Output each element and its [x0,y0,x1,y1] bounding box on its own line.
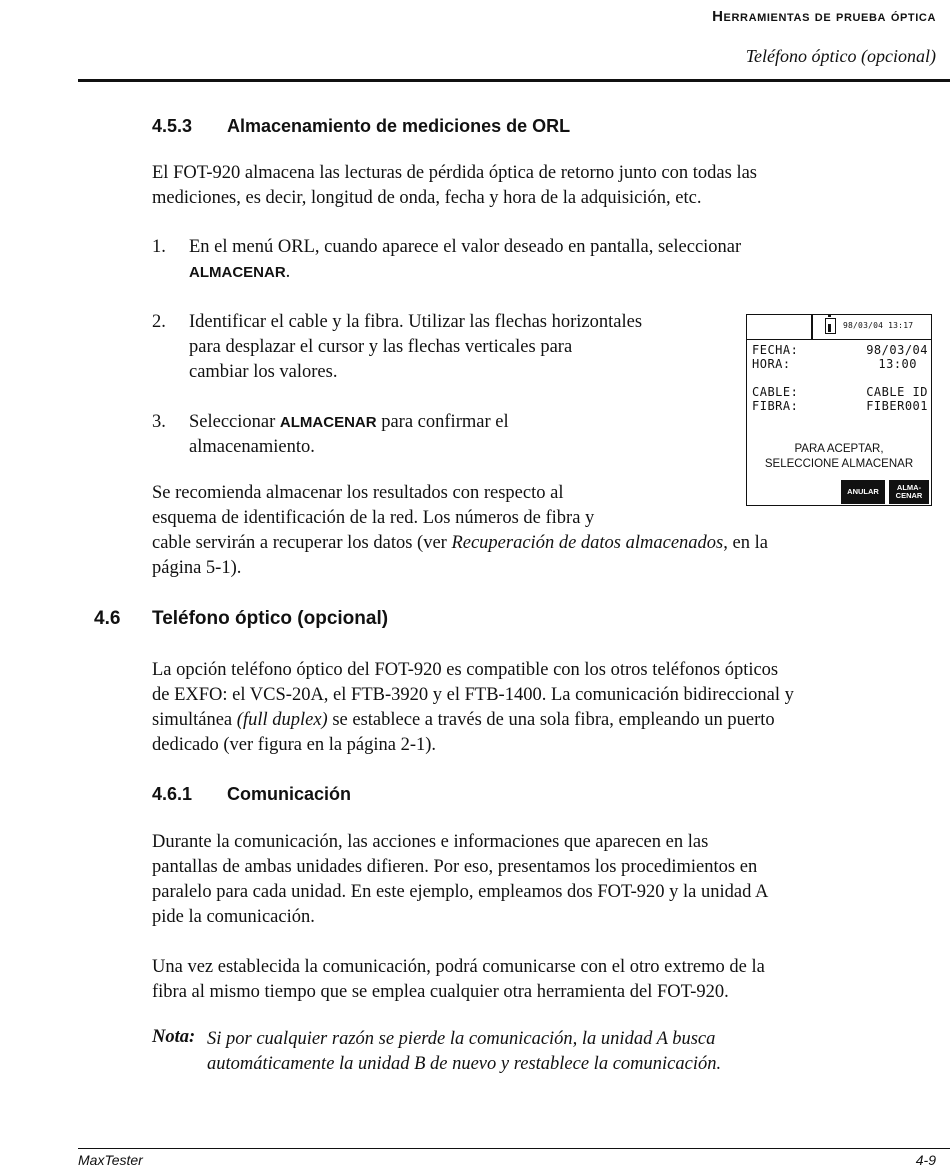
device-status-bar [747,315,931,340]
step-3-suffix: para confirmar el [376,412,509,432]
intro-paragraph [152,161,757,211]
comm-p1-line-3: paralelo para cada unidad. En este ejemplo, empleamos dos FOT-920 y la unidad A [152,882,769,902]
cable-label: CABLE: [752,385,799,399]
comm-p1-line-1: Durante la comunicación, las acciones e informaciones que aparecen en las [152,832,709,852]
device-timestamp: 98/03/04 13:17 [843,321,914,330]
rec-line-2: esquema de identificación de la red. Los números de fibra y [152,508,595,528]
comm-p1-line-4: pide la comunicación. [152,907,315,927]
rec-line-3-suffix: , en la [723,533,768,553]
hora-label: HORA: [752,357,791,371]
store-command: ALMACENAR [189,264,286,281]
comm-p1-line-2: pantallas de ambas unidades difieren. Por eso, presentamos los procedimientos en [152,857,758,877]
cable-value: CABLE ID [866,385,928,399]
footer-rule [78,1148,950,1149]
step-3-line-2: almacenamiento. [189,437,315,457]
step-2-line-3: cambiar los valores. [189,362,338,382]
confirm-message-line-2: SELECCIONE ALMACENAR [764,458,914,470]
step-2-line-1: Identificar el cable y la fibra. Utilizar las flechas horizontales [189,312,643,332]
note-line-2: automáticamente la unidad B de nuevo y restablece la comunicación. [207,1054,722,1074]
intro-line-2: mediciones, es decir, longitud de onda, fecha y hora de la adquisición, etc. [152,188,702,208]
store-softkey-line-2: CENAR [895,491,923,500]
heading-4-6-1-number: 4.6.1 [152,784,193,804]
comm-p2-line-2: fibra al mismo tiempo que se emplea cualquier otra herramienta del FOT-920. [152,982,729,1002]
optical-phone-paragraph [152,658,794,758]
comm-p2-line-1: Una vez establecida la comunicación, podrá comunicarse con el otro extremo de la [152,957,765,977]
rec-line-1: Se recomienda almacenar los resultados con respecto al [152,483,564,503]
step-1-line-1: En el menú ORL, cuando aparece el valor deseado en pantalla, seleccionar [189,237,742,257]
communication-paragraph-2 [152,955,765,1005]
heading-4-6-1-title: Comunicación [227,784,352,804]
cancel-softkey[interactable]: ANULAR [841,480,885,504]
store-softkey[interactable] [889,480,929,504]
op-line-2: de EXFO: el VCS-20A, el FTB-3920 y el FTB-1400. La comunicación bidireccional y [152,685,794,705]
footer-product-name: MaxTester [78,1152,143,1168]
note-text [207,1027,721,1077]
cross-reference-link[interactable]: Recuperación de datos almacenados [451,533,724,553]
store-softkey-line-1: ALMA- [896,483,922,492]
confirm-message-line-1: PARA ACEPTAR, [794,443,884,455]
heading-4-6-number: 4.6 [94,608,121,629]
step-3-prefix: Seleccionar [189,412,280,432]
step-2-line-2: para desplazar el cursor y las flechas verticales para [189,337,573,357]
full-duplex-term: (full duplex) [236,710,328,730]
header-rule [78,79,950,82]
op-line-3-prefix: simultánea [152,710,237,730]
note-label: Nota: [152,1027,196,1047]
note-line-1: Si por cualquier razón se pierde la comunicación, la unidad A busca [207,1029,716,1049]
intro-line-1: El FOT-920 almacena las lecturas de pérdida óptica de retorno junto con todas las [152,163,757,183]
fecha-label: FECHA: [752,343,799,357]
section-running-title: Teléfono óptico (opcional) [745,46,936,66]
hora-value: 13:00 [878,357,917,371]
op-line-4: dedicado (ver figura en la página 2-1). [152,735,437,755]
rec-line-3-prefix: cable servirán a recuperar los datos (ver [152,533,452,553]
device-screen [746,314,932,506]
step-2-text [189,310,642,385]
communication-paragraph-1 [152,830,768,930]
battery-icon [825,318,836,334]
heading-4-6-title: Teléfono óptico (opcional) [152,608,389,629]
op-line-1: La opción teléfono óptico del FOT-920 es compatible con los otros teléfonos ópticos [152,660,779,680]
chapter-title: Herramientas de prueba óptica [712,8,936,25]
page-number: 4-9 [915,1152,936,1168]
step-1-period: . [285,262,291,282]
step-1-number: 1. [152,237,166,257]
heading-4-5-3-number: 4.5.3 [152,116,193,136]
fibra-label: FIBRA: [752,399,799,413]
step-2-number: 2. [152,312,166,332]
fibra-value: FIBER001 [866,399,928,413]
status-divider [811,315,813,339]
fecha-value: 98/03/04 [866,343,928,357]
step-1-text [189,235,741,285]
op-line-3-suffix: se establece a través de una sola fibra, empleando un puerto [327,710,775,730]
heading-4-5-3-title: Almacenamiento de mediciones de ORL [227,116,571,136]
rec-line-4: página 5-1). [152,558,242,578]
store-command-2: ALMACENAR [279,414,377,431]
step-3-number: 3. [152,412,166,432]
step-3-text [189,410,509,460]
